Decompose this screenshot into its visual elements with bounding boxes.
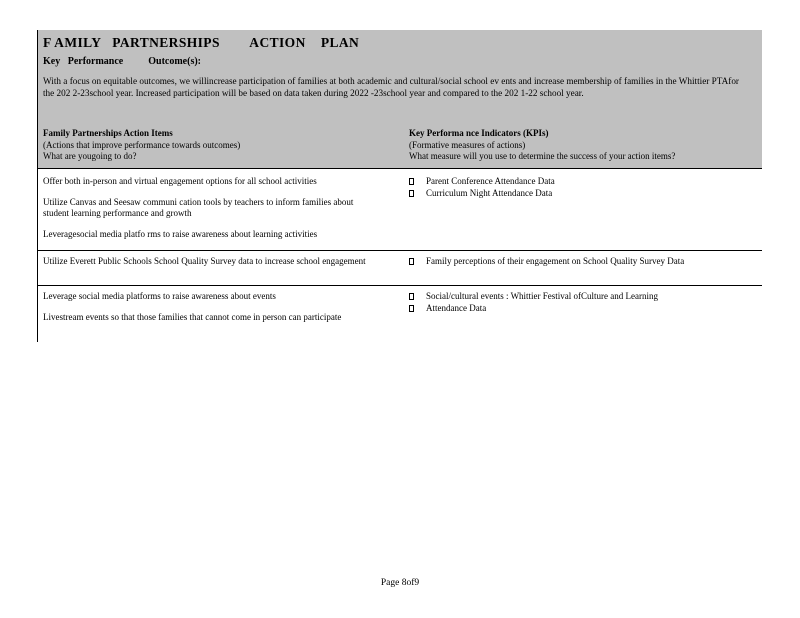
left-column-subtitle: (Actions that improve performance towards outcomes) [43, 139, 241, 150]
table-row-1-actions [43, 176, 373, 249]
left-column-question: What are yougoing to do? [43, 151, 137, 161]
action-item: Utilize Canvas and Seesaw communi cation tools by teachers to inform families about student learning performance and growth [43, 196, 354, 218]
right-column-header [409, 128, 759, 163]
table-row-3-actions [43, 291, 373, 332]
kpi-text: Attendance Data [426, 302, 487, 313]
kpi-text: Curriculum Night Attendance Data [426, 187, 553, 198]
checkbox-bullet-icon [409, 258, 414, 265]
action-item: Offer both in-person and virtual engagement options for all school activities [43, 176, 317, 186]
action-item: Livestream events so that those families that cannot come in person can participate [43, 311, 342, 322]
action-item: Leveragesocial media platfo rms to raise awareness about learning activities [43, 228, 318, 239]
kpi-item [409, 188, 759, 200]
table-row-3-kpis [409, 291, 759, 314]
page-number: Page 8of9 [380, 578, 420, 588]
right-column-question: What measure will you use to determine the success of your action items? [409, 151, 676, 161]
kpi-item [409, 303, 759, 315]
row-divider [37, 285, 762, 286]
right-column-subtitle: (Formative measures of actions) [409, 139, 526, 150]
right-column-title: Key Performa nce Indicators (KPIs) [409, 128, 549, 138]
outcome-description: With a focus on equitable outcomes, we willincrease participation of families at both academic and cultural/social school ev ents and increase membership of families in the Whittier PTAfor the 202 2-23school year. Increased participation will be based on data taken during 2022 -23school year and compared to the 202 1-22 school year. [43, 76, 739, 98]
checkbox-bullet-icon [409, 190, 414, 197]
checkbox-bullet-icon [409, 178, 414, 185]
kpi-item [409, 256, 759, 268]
row-divider [37, 168, 762, 169]
left-column-title: Family Partnerships Action Items [43, 128, 173, 138]
kpi-text: Social/cultural events : Whittier Festival ofCulture and Learning [426, 291, 659, 301]
action-item: Leverage social media platforms to raise awareness about events [43, 291, 276, 301]
left-column-header [43, 128, 393, 163]
page-title: F AMILY PARTNERSHIPS ACTION PLAN [43, 35, 360, 50]
table-row-1-kpis [409, 176, 759, 199]
checkbox-bullet-icon [409, 305, 414, 312]
action-item: Utilize Everett Public Schools School Quality Survey data to increase school engagement [43, 256, 366, 266]
table-row-2-actions [43, 256, 373, 277]
kpi-item [409, 291, 759, 303]
checkbox-bullet-icon [409, 293, 414, 300]
key-performance-label: Key Performance Outcome(s): [43, 56, 201, 67]
kpi-item [409, 176, 759, 188]
table-row-2-kpis [409, 256, 759, 268]
kpi-text: Parent Conference Attendance Data [426, 176, 555, 186]
table-left-border [37, 30, 38, 342]
row-divider [37, 250, 762, 251]
kpi-text: Family perceptions of their engagement on School Quality Survey Data [426, 256, 685, 266]
